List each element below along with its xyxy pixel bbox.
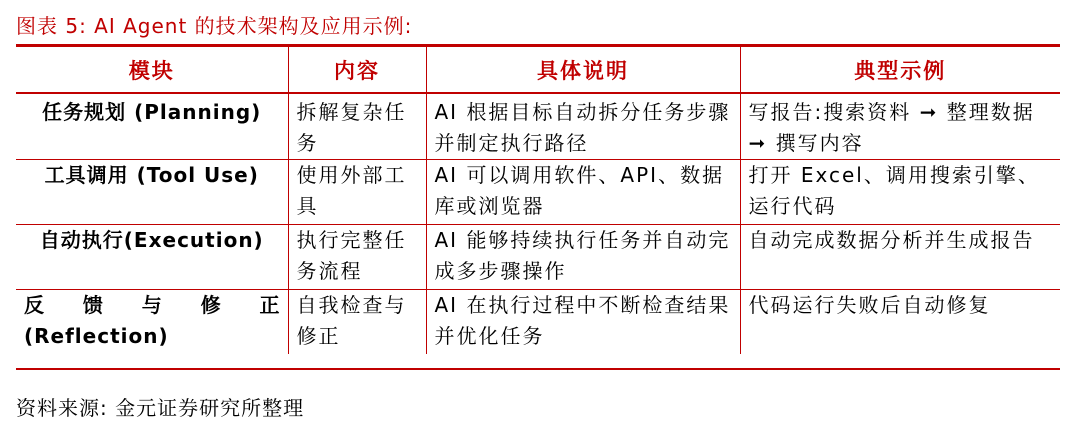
table-row <box>16 290 1060 355</box>
cell-example: 打开 Excel、调用搜索引擎、运行代码 <box>740 160 1060 225</box>
header-content: 内容 <box>288 47 426 92</box>
cell-module: 任务规划 (Planning) <box>42 100 262 124</box>
cell-detail: AI 能够持续执行任务并自动完成多步骤操作 <box>426 225 740 290</box>
cell-content: 使用外部工具 <box>288 160 426 225</box>
header-example: 典型示例 <box>740 47 1060 92</box>
cell-example: 自动完成数据分析并生成报告 <box>740 225 1060 290</box>
cell-detail: AI 根据目标自动拆分任务步骤并制定执行路径 <box>426 92 740 160</box>
cell-content: 自我检查与修正 <box>288 290 426 355</box>
table-row <box>16 225 1060 290</box>
figure-caption: 图表 5: AI Agent 的技术架构及应用示例: <box>16 14 413 38</box>
module-label-line1: 反馈与修正 <box>24 293 280 317</box>
table-header-rule <box>16 92 1060 94</box>
cell-example: 写报告:搜索资料 ➞ 整理数据 ➞ 撰写内容 <box>740 92 1060 160</box>
cell-example: 代码运行失败后自动修复 <box>740 290 1060 355</box>
table-row <box>16 92 1060 160</box>
cell-module <box>16 290 288 355</box>
table-header-row <box>16 47 1060 92</box>
cell-content: 执行完整任务流程 <box>288 225 426 290</box>
header-module: 模块 <box>128 58 175 83</box>
cell-detail: AI 在执行过程中不断检查结果并优化任务 <box>426 290 740 355</box>
cell-module: 工具调用 (Tool Use) <box>16 160 288 225</box>
cell-module: 自动执行(Execution) <box>16 225 288 290</box>
source-note: 资料来源: 金元证券研究所整理 <box>16 396 305 420</box>
header-detail: 具体说明 <box>426 47 740 92</box>
table-bottom-rule <box>16 368 1060 370</box>
cell-detail: AI 可以调用软件、API、数据库或浏览器 <box>426 160 740 225</box>
cell-content: 拆解复杂任务 <box>288 92 426 160</box>
module-label-line2: (Reflection) <box>24 324 169 348</box>
table-row <box>16 160 1060 225</box>
